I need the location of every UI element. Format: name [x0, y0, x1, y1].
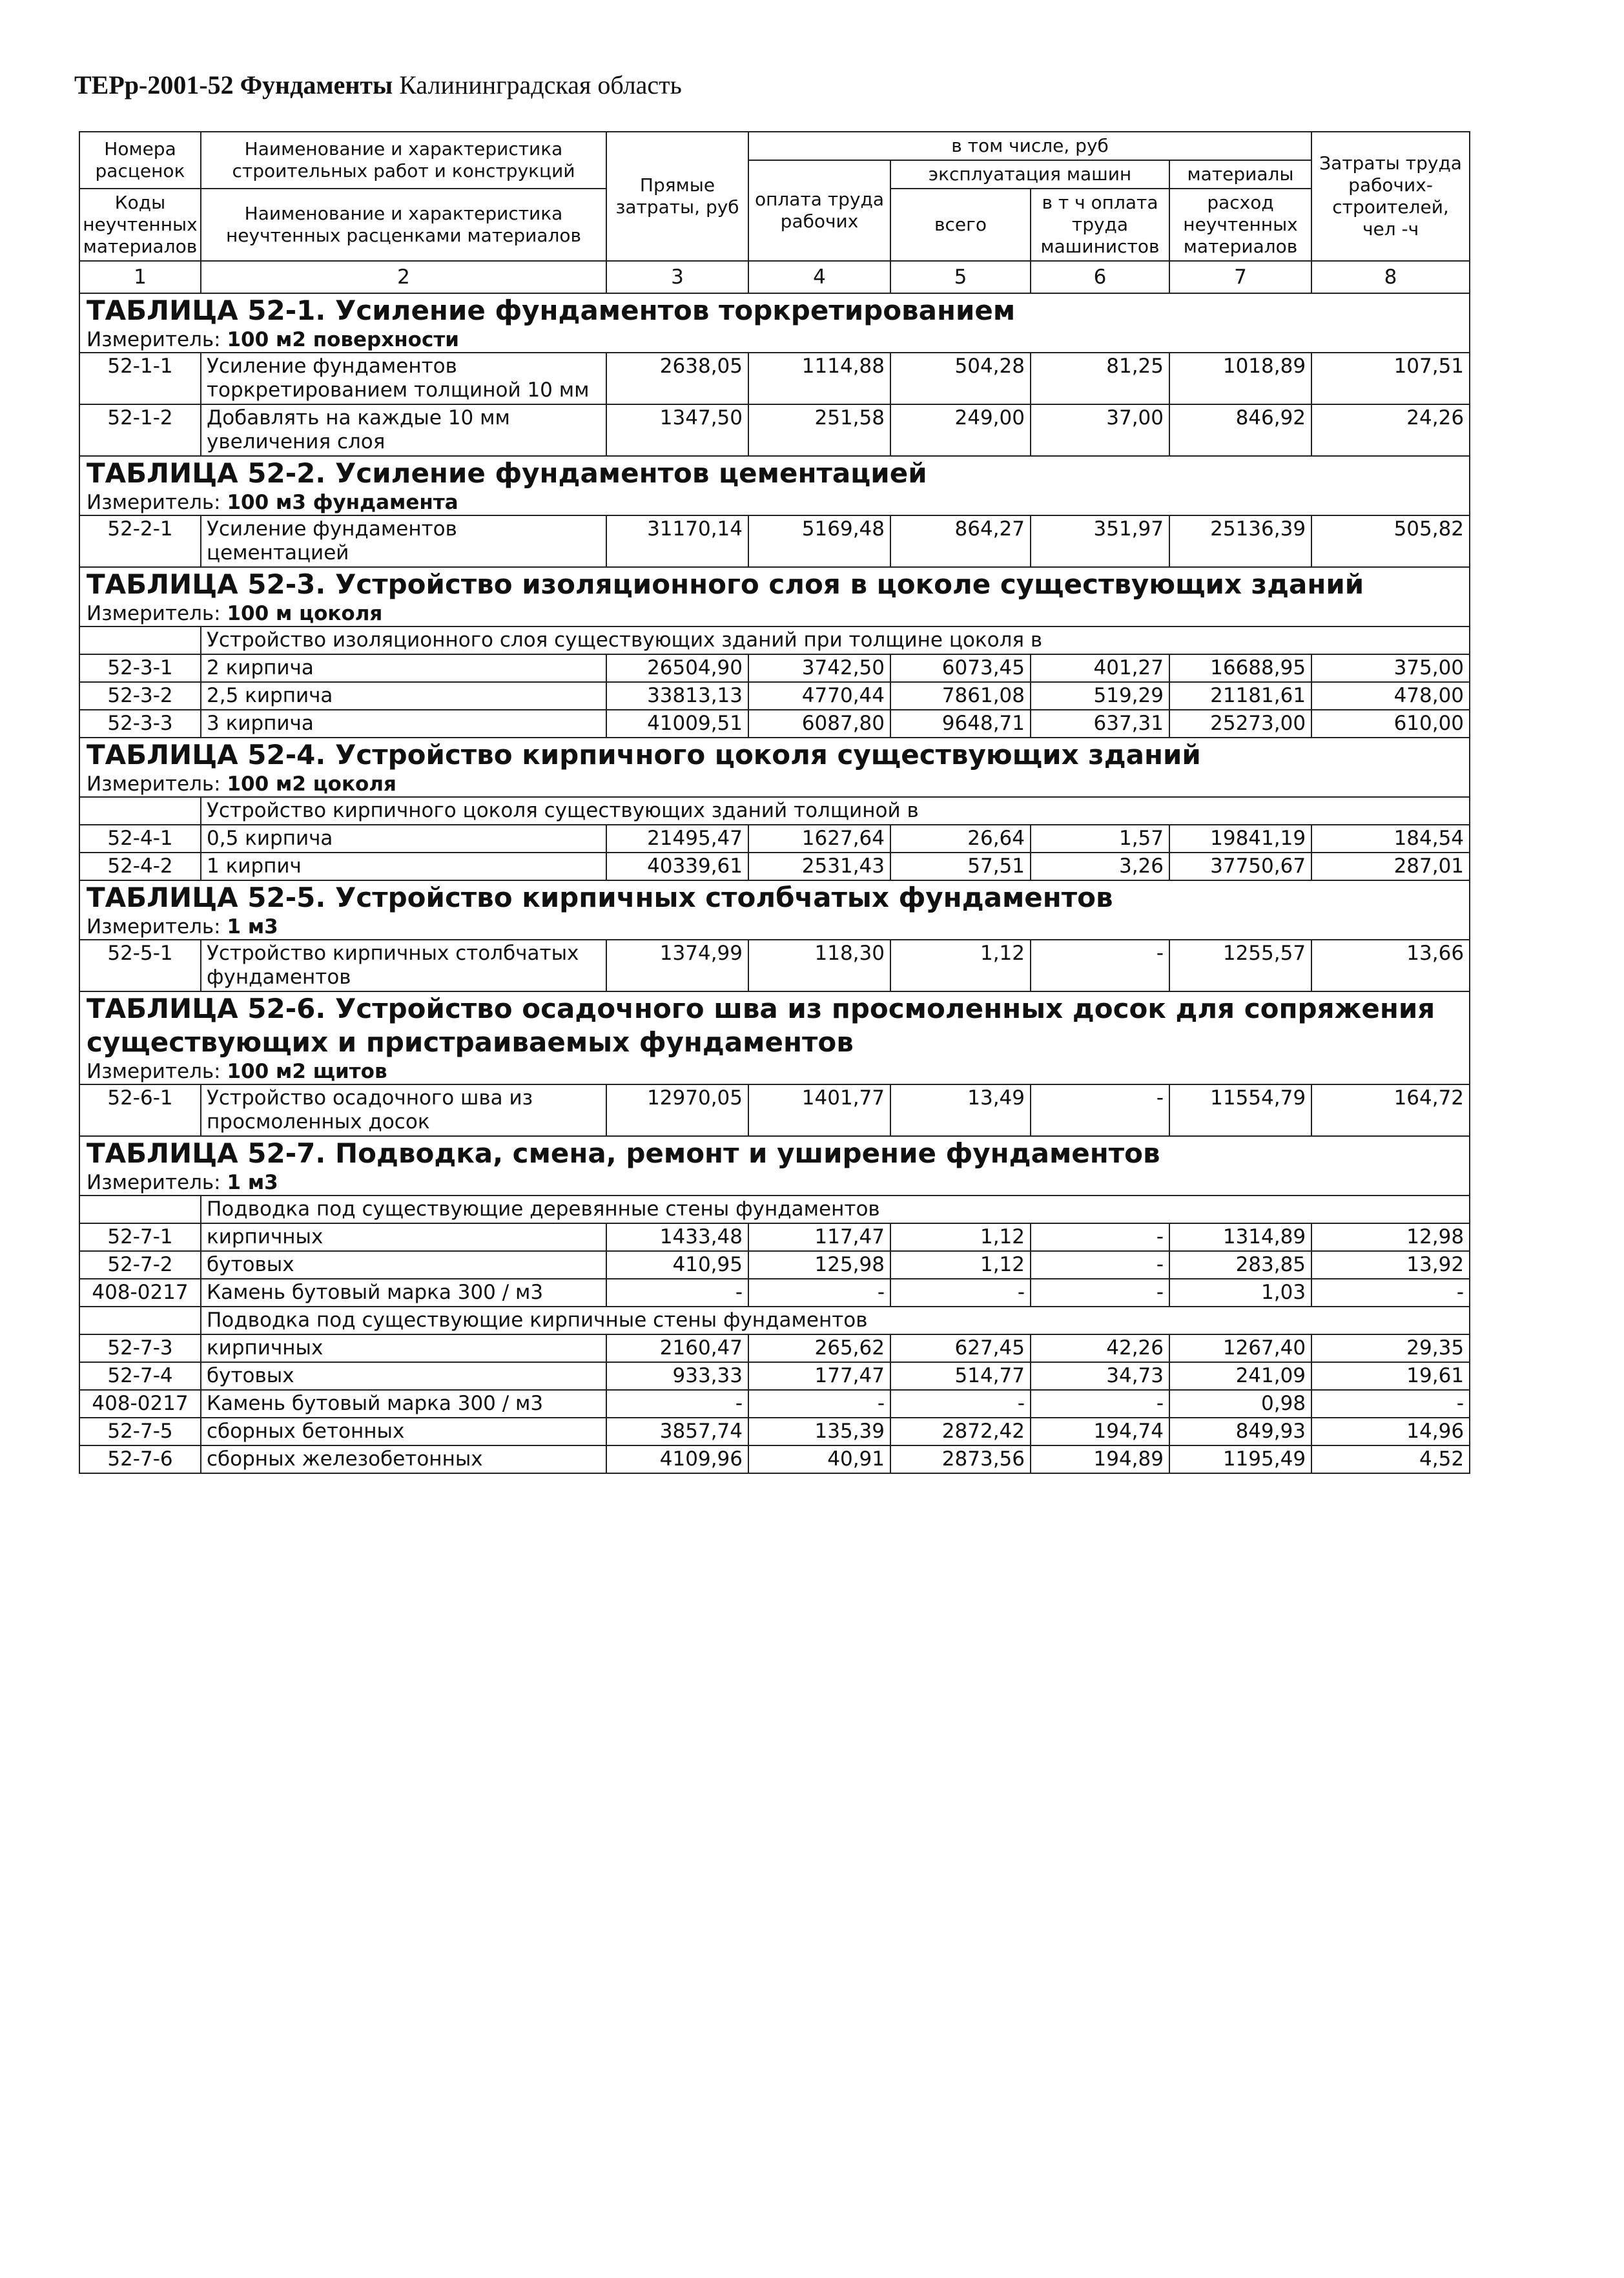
- section-unit-row: [79, 915, 1470, 940]
- unit-label: Измеритель:: [87, 602, 221, 625]
- rate-code: 52-7-2: [79, 1251, 201, 1279]
- materials-value: 21181,61: [1169, 682, 1311, 710]
- labor-hours-value: 610,00: [1311, 710, 1470, 738]
- rate-code: 52-1-2: [79, 404, 201, 456]
- column-number: 6: [1031, 261, 1169, 293]
- labor-pay-value: 265,62: [748, 1334, 890, 1362]
- machines-total-value: 13,49: [890, 1084, 1031, 1136]
- materials-value: 846,92: [1169, 404, 1311, 456]
- work-description: бутовых: [201, 1362, 606, 1390]
- materials-value: 849,93: [1169, 1418, 1311, 1445]
- section-unit: [79, 601, 1470, 626]
- section-title-row: [79, 293, 1470, 327]
- table-row: [79, 940, 1470, 991]
- materials-value: 241,09: [1169, 1362, 1311, 1390]
- group-code-cell: [79, 797, 201, 825]
- machines-total-value: 1,12: [890, 1251, 1031, 1279]
- materials-value: 16688,95: [1169, 654, 1311, 682]
- machines-total-value: 6073,45: [890, 654, 1031, 682]
- table-row: [79, 1445, 1470, 1473]
- section-unit-row: [79, 601, 1470, 626]
- work-description: Добавлять на каждые 10 мм увеличения слоя: [201, 404, 606, 456]
- machinist-pay-value: 194,89: [1031, 1445, 1169, 1473]
- materials-value: 1018,89: [1169, 353, 1311, 404]
- materials-value: 25273,00: [1169, 710, 1311, 738]
- labor-pay-value: -: [748, 1390, 890, 1418]
- machines-total-value: 504,28: [890, 353, 1031, 404]
- labor-hours-value: 478,00: [1311, 682, 1470, 710]
- machines-total-value: 26,64: [890, 825, 1031, 853]
- machines-total-value: 627,45: [890, 1334, 1031, 1362]
- column-number: 5: [890, 261, 1031, 293]
- labor-hours-value: 12,98: [1311, 1223, 1470, 1251]
- rate-code: 52-6-1: [79, 1084, 201, 1136]
- section-title-row: [79, 1136, 1470, 1170]
- materials-value: 37750,67: [1169, 853, 1311, 880]
- labor-pay-value: 2531,43: [748, 853, 890, 880]
- machines-total-value: 2872,42: [890, 1418, 1031, 1445]
- labor-hours-value: 287,01: [1311, 853, 1470, 880]
- work-description: сборных бетонных: [201, 1418, 606, 1445]
- rate-code: 52-7-6: [79, 1445, 201, 1473]
- rate-code: 52-3-2: [79, 682, 201, 710]
- labor-hours-value: 4,52: [1311, 1445, 1470, 1473]
- direct-costs-value: 21495,47: [606, 825, 748, 853]
- group-label: Подводка под существующие деревянные стены фундаментов: [201, 1196, 1470, 1223]
- section-unit-row: [79, 327, 1470, 353]
- work-description: сборных железобетонных: [201, 1445, 606, 1473]
- table-body: [79, 293, 1470, 1473]
- group-header-row: [79, 626, 1470, 654]
- labor-pay-value: 125,98: [748, 1251, 890, 1279]
- labor-hours-value: 19,61: [1311, 1362, 1470, 1390]
- labor-pay-value: 6087,80: [748, 710, 890, 738]
- direct-costs-value: 12970,05: [606, 1084, 748, 1136]
- section-title: ТАБЛИЦА 52-3. Устройство изоляционного слоя в цоколе существующих зданий: [79, 567, 1470, 601]
- machines-total-value: 1,12: [890, 1223, 1031, 1251]
- header-labor-pay: оплата труда рабочих: [748, 160, 890, 261]
- work-description: Усиление фундаментов торкретированием толщиной 10 мм: [201, 353, 606, 404]
- machinist-pay-value: 519,29: [1031, 682, 1169, 710]
- machinist-pay-value: 42,26: [1031, 1334, 1169, 1362]
- machinist-pay-value: 351,97: [1031, 515, 1169, 567]
- table-row: [79, 404, 1470, 456]
- labor-pay-value: 118,30: [748, 940, 890, 991]
- group-header-row: [79, 797, 1470, 825]
- direct-costs-value: 1433,48: [606, 1223, 748, 1251]
- group-code-cell: [79, 1307, 201, 1334]
- section-unit-row: [79, 1059, 1470, 1084]
- direct-costs-value: 410,95: [606, 1251, 748, 1279]
- header-materials-uncounted: расход неучтенных материалов: [1169, 189, 1311, 261]
- work-description: Устройство осадочного шва из просмоленных досок: [201, 1084, 606, 1136]
- rate-code: 52-7-3: [79, 1334, 201, 1362]
- rate-code: 408-0217: [79, 1279, 201, 1307]
- materials-value: 1314,89: [1169, 1223, 1311, 1251]
- unit-value: 100 м2 цоколя: [227, 772, 396, 796]
- work-description: 1 кирпич: [201, 853, 606, 880]
- rate-code: 52-5-1: [79, 940, 201, 991]
- labor-pay-value: 1401,77: [748, 1084, 890, 1136]
- labor-pay-value: -: [748, 1279, 890, 1307]
- header-labor-costs: Затраты труда рабочих-строителей, чел -ч: [1311, 132, 1470, 261]
- section-title-row: [79, 738, 1470, 772]
- machinist-pay-value: 637,31: [1031, 710, 1169, 738]
- table-row: [79, 1279, 1470, 1307]
- labor-pay-value: 1627,64: [748, 825, 890, 853]
- work-description: Камень бутовый марка 300 / м3: [201, 1390, 606, 1418]
- document-region: Калининградская область: [399, 70, 682, 99]
- price-table: [79, 131, 1470, 1474]
- machines-total-value: 249,00: [890, 404, 1031, 456]
- labor-hours-value: 14,96: [1311, 1418, 1470, 1445]
- rate-code: 52-7-4: [79, 1362, 201, 1390]
- work-description: 2,5 кирпича: [201, 682, 606, 710]
- table-row: [79, 825, 1470, 853]
- column-number: 7: [1169, 261, 1311, 293]
- rate-code: 52-4-2: [79, 853, 201, 880]
- header-direct-costs: Прямые затраты, руб: [606, 132, 748, 261]
- header-machines: эксплуатация машин: [890, 160, 1169, 189]
- section-unit: [79, 1170, 1470, 1196]
- labor-hours-value: 13,92: [1311, 1251, 1470, 1279]
- header-including: в том числе, руб: [748, 132, 1311, 160]
- table-row: [79, 853, 1470, 880]
- machinist-pay-value: -: [1031, 1251, 1169, 1279]
- labor-hours-value: -: [1311, 1279, 1470, 1307]
- column-number: 2: [201, 261, 606, 293]
- work-description: кирпичных: [201, 1223, 606, 1251]
- group-header-row: [79, 1196, 1470, 1223]
- machines-total-value: 9648,71: [890, 710, 1031, 738]
- machines-total-value: 514,77: [890, 1362, 1031, 1390]
- unit-value: 100 м3 фундамента: [227, 491, 458, 514]
- column-number: 1: [79, 261, 201, 293]
- rate-code: 52-1-1: [79, 353, 201, 404]
- header-name-bottom: Наименование и характеристика неучтенных расценками материалов: [201, 189, 606, 261]
- direct-costs-value: 31170,14: [606, 515, 748, 567]
- section-title: ТАБЛИЦА 52-4. Устройство кирпичного цоколя существующих зданий: [79, 738, 1470, 772]
- table-row: [79, 1362, 1470, 1390]
- column-number: 4: [748, 261, 890, 293]
- labor-pay-value: 177,47: [748, 1362, 890, 1390]
- document-code: ТЕРр-2001-52: [74, 70, 234, 99]
- direct-costs-value: 4109,96: [606, 1445, 748, 1473]
- table-row: [79, 1223, 1470, 1251]
- work-description: кирпичных: [201, 1334, 606, 1362]
- machinist-pay-value: -: [1031, 1390, 1169, 1418]
- section-title: ТАБЛИЦА 52-6. Устройство осадочного шва из просмоленных досок для сопряжения существующих и пристраиваемых фундаментов: [79, 991, 1470, 1059]
- rate-code: 52-2-1: [79, 515, 201, 567]
- header-codes-bottom: Коды неучтенных материалов: [79, 189, 201, 261]
- direct-costs-value: 1374,99: [606, 940, 748, 991]
- table-row: [79, 1390, 1470, 1418]
- table-row: [79, 1418, 1470, 1445]
- rate-code: 408-0217: [79, 1390, 201, 1418]
- unit-value: 1 м3: [227, 915, 278, 938]
- group-label: Устройство кирпичного цоколя существующих зданий толщиной в: [201, 797, 1470, 825]
- group-header-row: [79, 1307, 1470, 1334]
- labor-pay-value: 5169,48: [748, 515, 890, 567]
- direct-costs-value: 26504,90: [606, 654, 748, 682]
- section-title: ТАБЛИЦА 52-5. Устройство кирпичных столбчатых фундаментов: [79, 880, 1470, 915]
- machines-total-value: 2873,56: [890, 1445, 1031, 1473]
- machinist-pay-value: 194,74: [1031, 1418, 1169, 1445]
- document-title: [74, 70, 682, 101]
- unit-label: Измеритель:: [87, 772, 221, 796]
- table-row: [79, 1334, 1470, 1362]
- section-title-row: [79, 456, 1470, 490]
- machines-total-value: -: [890, 1279, 1031, 1307]
- unit-value: 100 м цоколя: [227, 602, 383, 625]
- machines-total-value: -: [890, 1390, 1031, 1418]
- machinist-pay-value: 37,00: [1031, 404, 1169, 456]
- materials-value: 1267,40: [1169, 1334, 1311, 1362]
- table-row: [79, 654, 1470, 682]
- rate-code: 52-7-1: [79, 1223, 201, 1251]
- direct-costs-value: 33813,13: [606, 682, 748, 710]
- section-unit: [79, 490, 1470, 515]
- rate-code: 52-3-1: [79, 654, 201, 682]
- section-title: ТАБЛИЦА 52-7. Подводка, смена, ремонт и уширение фундаментов: [79, 1136, 1470, 1170]
- rate-code: 52-3-3: [79, 710, 201, 738]
- header-machinist-pay: в т ч оплата труда машинистов: [1031, 189, 1169, 261]
- machinist-pay-value: -: [1031, 1223, 1169, 1251]
- column-number: 3: [606, 261, 748, 293]
- labor-hours-value: 24,26: [1311, 404, 1470, 456]
- work-description: 0,5 кирпича: [201, 825, 606, 853]
- machinist-pay-value: -: [1031, 1084, 1169, 1136]
- section-unit-row: [79, 1170, 1470, 1196]
- document-chapter: Фундаменты: [240, 70, 393, 99]
- unit-label: Измеритель:: [87, 491, 221, 514]
- table-row: [79, 515, 1470, 567]
- machinist-pay-value: 401,27: [1031, 654, 1169, 682]
- labor-pay-value: 135,39: [748, 1418, 890, 1445]
- labor-hours-value: 164,72: [1311, 1084, 1470, 1136]
- work-description: Усиление фундаментов цементацией: [201, 515, 606, 567]
- labor-hours-value: 107,51: [1311, 353, 1470, 404]
- unit-value: 100 м2 щитов: [227, 1060, 387, 1083]
- materials-value: 1,03: [1169, 1279, 1311, 1307]
- machinist-pay-value: -: [1031, 940, 1169, 991]
- materials-value: 283,85: [1169, 1251, 1311, 1279]
- labor-pay-value: 4770,44: [748, 682, 890, 710]
- materials-value: 0,98: [1169, 1390, 1311, 1418]
- section-unit: [79, 772, 1470, 797]
- rate-code: 52-7-5: [79, 1418, 201, 1445]
- machines-total-value: 1,12: [890, 940, 1031, 991]
- section-unit: [79, 1059, 1470, 1084]
- materials-value: 1195,49: [1169, 1445, 1311, 1473]
- table-row: [79, 353, 1470, 404]
- labor-hours-value: 13,66: [1311, 940, 1470, 991]
- group-label: Подводка под существующие кирпичные стены фундаментов: [201, 1307, 1470, 1334]
- materials-value: 11554,79: [1169, 1084, 1311, 1136]
- table-row: [79, 1084, 1470, 1136]
- unit-label: Измеритель:: [87, 1060, 221, 1083]
- group-label: Устройство изоляционного слоя существующих зданий при толщине цоколя в: [201, 626, 1470, 654]
- direct-costs-value: 3857,74: [606, 1418, 748, 1445]
- direct-costs-value: 1347,50: [606, 404, 748, 456]
- direct-costs-value: 41009,51: [606, 710, 748, 738]
- header-materials: материалы: [1169, 160, 1311, 189]
- work-description: бутовых: [201, 1251, 606, 1279]
- labor-hours-value: 29,35: [1311, 1334, 1470, 1362]
- materials-value: 25136,39: [1169, 515, 1311, 567]
- materials-value: 19841,19: [1169, 825, 1311, 853]
- materials-value: 1255,57: [1169, 940, 1311, 991]
- group-code-cell: [79, 1196, 201, 1223]
- unit-label: Измеритель:: [87, 1171, 221, 1194]
- labor-hours-value: 184,54: [1311, 825, 1470, 853]
- direct-costs-value: 2160,47: [606, 1334, 748, 1362]
- machines-total-value: 7861,08: [890, 682, 1031, 710]
- unit-value: 100 м2 поверхности: [227, 328, 460, 351]
- work-description: 2 кирпича: [201, 654, 606, 682]
- labor-hours-value: 375,00: [1311, 654, 1470, 682]
- header-name-top: Наименование и характеристика строительных работ и конструкций: [201, 132, 606, 189]
- direct-costs-value: 2638,05: [606, 353, 748, 404]
- column-number: 8: [1311, 261, 1470, 293]
- table-row: [79, 682, 1470, 710]
- header-codes-top: Номера расценок: [79, 132, 201, 189]
- direct-costs-value: 40339,61: [606, 853, 748, 880]
- table-row: [79, 1251, 1470, 1279]
- section-title-row: [79, 880, 1470, 915]
- labor-pay-value: 3742,50: [748, 654, 890, 682]
- machinist-pay-value: 3,26: [1031, 853, 1169, 880]
- labor-hours-value: -: [1311, 1390, 1470, 1418]
- section-title-row: [79, 991, 1470, 1059]
- machinist-pay-value: 81,25: [1031, 353, 1169, 404]
- direct-costs-value: -: [606, 1390, 748, 1418]
- section-unit: [79, 327, 1470, 353]
- unit-value: 1 м3: [227, 1171, 278, 1194]
- machinist-pay-value: 34,73: [1031, 1362, 1169, 1390]
- section-title: ТАБЛИЦА 52-1. Усиление фундаментов торкретированием: [79, 293, 1470, 327]
- section-unit-row: [79, 772, 1470, 797]
- table-row: [79, 710, 1470, 738]
- direct-costs-value: -: [606, 1279, 748, 1307]
- direct-costs-value: 933,33: [606, 1362, 748, 1390]
- labor-pay-value: 40,91: [748, 1445, 890, 1473]
- machinist-pay-value: -: [1031, 1279, 1169, 1307]
- unit-label: Измеритель:: [87, 915, 221, 938]
- labor-hours-value: 505,82: [1311, 515, 1470, 567]
- group-code-cell: [79, 626, 201, 654]
- section-unit-row: [79, 490, 1470, 515]
- unit-label: Измеритель:: [87, 328, 221, 351]
- labor-pay-value: 1114,88: [748, 353, 890, 404]
- work-description: Камень бутовый марка 300 / м3: [201, 1279, 606, 1307]
- machinist-pay-value: 1,57: [1031, 825, 1169, 853]
- table-header: [79, 132, 1470, 293]
- work-description: 3 кирпича: [201, 710, 606, 738]
- rate-code: 52-4-1: [79, 825, 201, 853]
- header-machines-total: всего: [890, 189, 1031, 261]
- machines-total-value: 57,51: [890, 853, 1031, 880]
- labor-pay-value: 251,58: [748, 404, 890, 456]
- section-unit: [79, 915, 1470, 940]
- labor-pay-value: 117,47: [748, 1223, 890, 1251]
- section-title-row: [79, 567, 1470, 601]
- section-title: ТАБЛИЦА 52-2. Усиление фундаментов цементацией: [79, 456, 1470, 490]
- work-description: Устройство кирпичных столбчатых фундаментов: [201, 940, 606, 991]
- machines-total-value: 864,27: [890, 515, 1031, 567]
